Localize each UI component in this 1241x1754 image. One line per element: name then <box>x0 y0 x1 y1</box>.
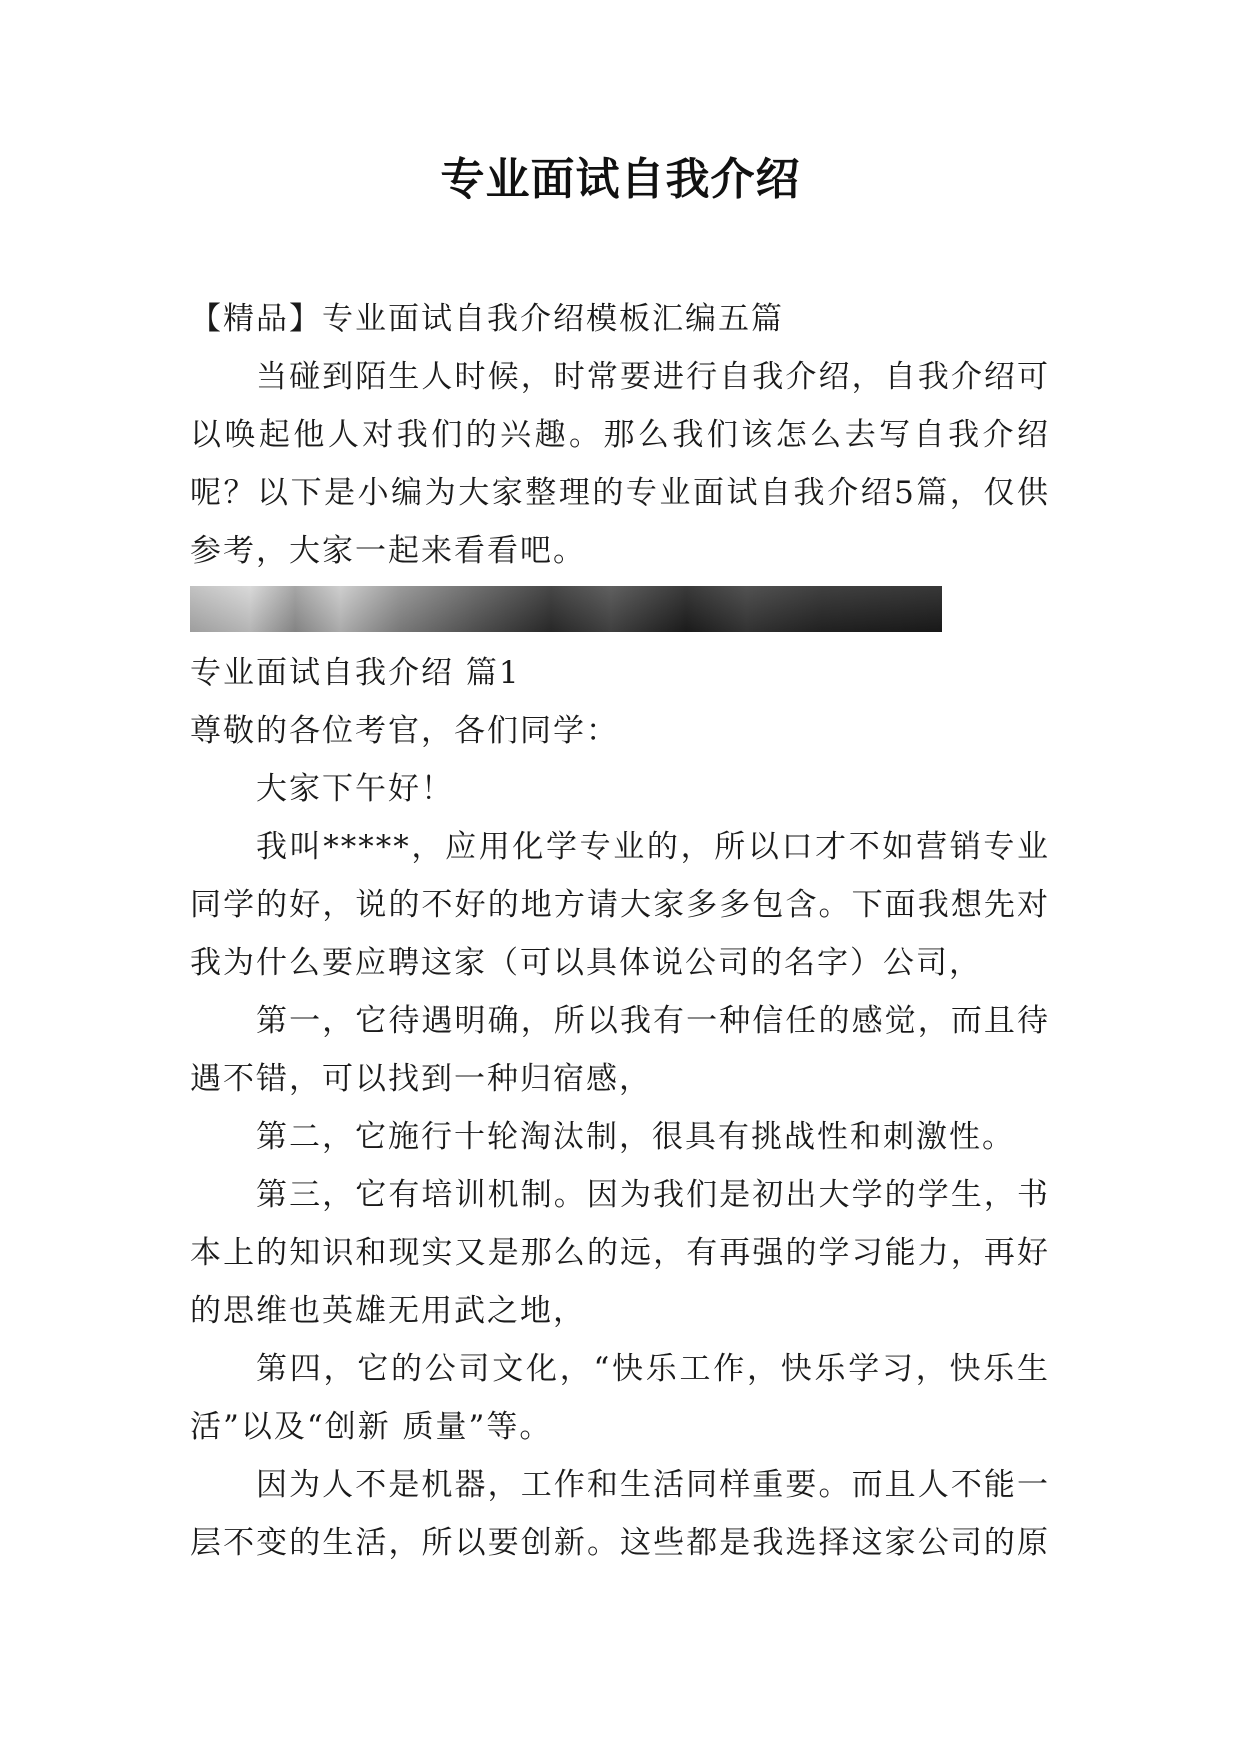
document-subtitle: 【精品】专业面试自我介绍模板汇编五篇 <box>190 301 784 337</box>
intro-line: 参考，大家一起来看看吧。 <box>190 533 586 569</box>
illustration-image <box>190 586 942 632</box>
paragraph-line: 我叫*****，应用化学专业的，所以口才不如营销专业 <box>256 829 1050 865</box>
greeting: 大家下午好！ <box>256 771 454 807</box>
paragraph-line: 第一，它待遇明确，所以我有一种信任的感觉，而且待 <box>256 1003 1050 1039</box>
paragraph-line: 第四，它的公司文化，“快乐工作，快乐学习，快乐生 <box>256 1351 1050 1387</box>
intro-line: 以唤起他人对我们的兴趣。那么我们该怎么去写自我介绍 <box>190 417 1050 453</box>
page-title: 专业面试自我介绍 <box>440 154 801 205</box>
paragraph-line: 同学的好，说的不好的地方请大家多多包含。下面我想先对 <box>190 887 1050 923</box>
section-heading: 专业面试自我介绍 篇1 <box>190 655 521 691</box>
salutation: 尊敬的各位考官，各们同学： <box>190 713 619 749</box>
document-body <box>190 290 1050 1572</box>
paragraph-line: 我为什么要应聘这家（可以具体说公司的名字）公司， <box>190 945 982 981</box>
paragraph-line: 本上的知识和现实又是那么的远，有再强的学习能力，再好 <box>190 1235 1050 1271</box>
paragraph-line: 的思维也英雄无用武之地， <box>190 1293 586 1329</box>
intro-line: 呢？以下是小编为大家整理的专业面试自我介绍5篇，仅供 <box>190 475 1050 511</box>
paragraph-line: 第三，它有培训机制。因为我们是初出大学的学生，书 <box>256 1177 1050 1213</box>
paragraph-line: 因为人不是机器，工作和生活同样重要。而且人不能一 <box>256 1467 1050 1503</box>
paragraph-line: 层不变的生活，所以要创新。这些都是我选择这家公司的原 <box>190 1525 1050 1561</box>
intro-line: 当碰到陌生人时候，时常要进行自我介绍，自我介绍可 <box>256 359 1050 395</box>
paragraph-line: 遇不错，可以找到一种归宿感， <box>190 1061 652 1097</box>
paragraph-line: 第二，它施行十轮淘汰制，很具有挑战性和刺激性。 <box>256 1119 1015 1155</box>
paragraph-line: 活”以及“创新 质量”等。 <box>190 1409 553 1445</box>
